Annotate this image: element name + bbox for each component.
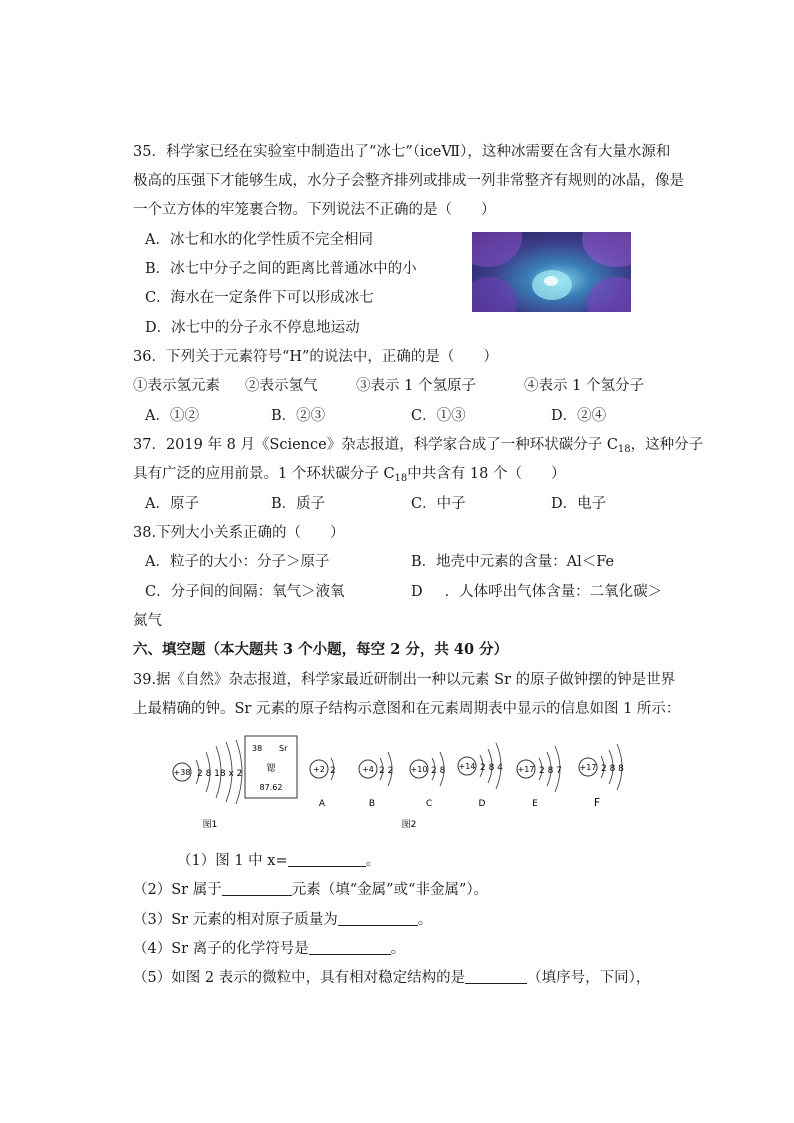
q39-sub-4-text: （4）Sr 离子的化学符号是 xyxy=(133,941,309,957)
particle-a-label: A xyxy=(318,799,326,809)
q35-line-3: 一个立方体的牢笼裹合物。下列说法不正确的是（ ） xyxy=(133,202,496,218)
element-name: 锶 xyxy=(266,764,276,774)
q37-line-2-tail: 中共含有 18 个（ ） xyxy=(407,466,566,482)
particle-d-nucleus: +14 xyxy=(458,762,476,771)
q38-option-d-text: ．人体呼出气体含量：二氧化碳＞ xyxy=(444,584,663,600)
q36-option-c: C．①③ xyxy=(411,408,466,424)
particle-e-label: E xyxy=(532,799,538,809)
particle-f-shells: 2 8 8 xyxy=(601,764,624,774)
q38-option-d xyxy=(411,582,662,602)
section-heading: 六、填空题（本大题共 3 个小题，每空 2 分，共 40 分） xyxy=(133,641,509,658)
q39-sub-5-tail: （填序号，下同）， xyxy=(527,970,651,986)
q37-line-1-text: 37．2019 年 8 月《Science》杂志报道，科学家合成了一种环状碳分子 C xyxy=(133,437,618,453)
q36-option-b: B．②③ xyxy=(271,408,326,424)
q39-sub-1 xyxy=(177,851,380,871)
q36-statement-1: ①表示氢元素 xyxy=(133,378,220,394)
particle-d xyxy=(458,743,503,809)
q37-line-1-tail: ，这种分子 xyxy=(630,437,704,453)
q36-stem: 36．下列关于元素符号“H”的说法中，正确的是（ ） xyxy=(133,349,498,365)
particle-c-nucleus: +10 xyxy=(410,765,428,774)
particle-d-label: D xyxy=(478,799,486,809)
q39-sub-1-text: （1）图 1 中 x= xyxy=(177,853,288,869)
q36-statement-3: ③表示 1 个氢原子 xyxy=(356,378,476,394)
q38-option-d-continued: 氮气 xyxy=(133,613,162,629)
q38-stem: 38.下列大小关系正确的（ ） xyxy=(133,525,345,541)
relative-atomic-mass: 87.62 xyxy=(259,783,283,792)
q37-line-2-text: 具有广泛的应用前景。1 个环状碳分子 C xyxy=(133,466,395,482)
q35-line-2: 极高的压强下才能够生成，水分子会整齐排列或排成一列非常整齐有规则的冰晶，像是 xyxy=(133,173,684,189)
q35-line-1: 35．科学家已经在实验室中制造出了“冰七”（iceⅦ），这种冰需要在含有大量水源和 xyxy=(133,144,671,160)
particle-a-nucleus: +2 xyxy=(313,765,325,774)
answer-blank-3[interactable] xyxy=(338,911,418,926)
particle-f-nucleus: +17 xyxy=(579,763,597,772)
q37-option-b: B．质子 xyxy=(271,496,326,512)
q36-statement-4: ④表示 1 个氢分子 xyxy=(524,378,644,394)
atomic-structure-figures xyxy=(160,728,640,840)
answer-blank-1[interactable] xyxy=(288,852,366,867)
particle-b xyxy=(359,752,393,809)
q35-option-a: A．冰七和水的化学性质不完全相同 xyxy=(145,232,373,248)
q35-option-c: C．海水在一定条件下可以形成冰七 xyxy=(145,290,374,306)
q39-sub-3-tail: 。 xyxy=(417,912,433,928)
periodic-table-cell-sr xyxy=(245,736,297,798)
q39-sub-4 xyxy=(133,939,405,959)
q35-option-b: B．冰七中分子之间的距离比普通冰中的小 xyxy=(145,261,417,277)
q39-sub-1-tail: 。 xyxy=(365,853,381,869)
figure-1-caption: 图1 xyxy=(202,820,218,830)
q38-option-d-letter: D xyxy=(411,584,423,600)
particle-e-shells: 2 8 7 xyxy=(539,766,562,776)
q39-sub-4-tail: 。 xyxy=(390,941,406,957)
q37-option-a: A．原子 xyxy=(145,496,199,512)
particle-c-label: C xyxy=(425,799,433,809)
q36-option-a: A．①② xyxy=(145,408,199,424)
sr-nucleus-charge: +38 xyxy=(173,768,191,777)
q37-line-2 xyxy=(133,464,565,489)
particle-e xyxy=(517,746,562,809)
figure-2-caption: 图2 xyxy=(401,820,417,830)
particle-d-shells: 2 8 4 xyxy=(480,763,503,773)
sr-atom-diagram xyxy=(173,740,242,804)
atomic-number: 38 xyxy=(252,744,263,753)
answer-blank-5[interactable] xyxy=(465,969,527,984)
c18-subscript: 18 xyxy=(617,444,631,455)
answer-blank-2[interactable] xyxy=(222,881,292,896)
particle-f-label: F xyxy=(593,796,601,809)
q39-line-2: 上最精确的钟。Sr 元素的原子结构示意图和在元素周期表中显示的信息如图 1 所示： xyxy=(133,701,681,717)
q38-option-b: B．地壳中元素的含量：Al＜Fe xyxy=(411,554,615,570)
q38-option-c: C．分子间的间隔：氧气＞液氧 xyxy=(145,584,345,600)
q39-sub-3 xyxy=(133,910,432,930)
particle-b-shells: 2 2 xyxy=(379,766,394,776)
particle-a-shells: 2 xyxy=(330,766,336,776)
particle-f xyxy=(579,744,624,809)
q37-line-1 xyxy=(133,435,703,460)
q35-option-d: D．冰七中的分子永不停息地运动 xyxy=(145,320,360,336)
q37-option-c: C．中子 xyxy=(411,496,466,512)
particle-c-shells: 2 8 xyxy=(431,766,446,776)
particle-c xyxy=(410,752,446,809)
sr-electron-shells: 2 8 18 x 2 xyxy=(197,769,243,779)
q36-option-d: D．②④ xyxy=(551,408,607,424)
answer-blank-4[interactable] xyxy=(309,940,391,955)
particle-b-label: B xyxy=(368,799,376,809)
q39-line-1: 39.据《自然》杂志报道，科学家最近研制出一种以元素 Sr 的原子做钟摆的钟是世界 xyxy=(133,672,676,688)
q39-sub-3-text: （3）Sr 元素的相对原子质量为 xyxy=(133,912,338,928)
q39-sub-5-text: （5）如图 2 表示的微粒中，具有相对稳定结构的是 xyxy=(133,970,466,986)
particle-a xyxy=(310,758,336,809)
element-symbol: Sr xyxy=(279,744,288,753)
q39-sub-2-tail: 元素（填“金属”或“非金属”）。 xyxy=(291,882,489,898)
particle-b-nucleus: +4 xyxy=(362,765,374,774)
q37-option-d: D．电子 xyxy=(551,496,607,512)
q36-statement-2: ②表示氢气 xyxy=(245,378,318,394)
q39-sub-5 xyxy=(133,968,650,988)
ice-crystal-photo xyxy=(472,232,631,312)
q39-sub-2 xyxy=(133,880,488,900)
q38-option-a: A．粒子的大小：分子＞原子 xyxy=(145,554,330,570)
particle-e-nucleus: +17 xyxy=(517,765,535,774)
c18-subscript: 18 xyxy=(394,473,408,484)
q39-sub-2-text: （2）Sr 属于 xyxy=(133,882,222,898)
